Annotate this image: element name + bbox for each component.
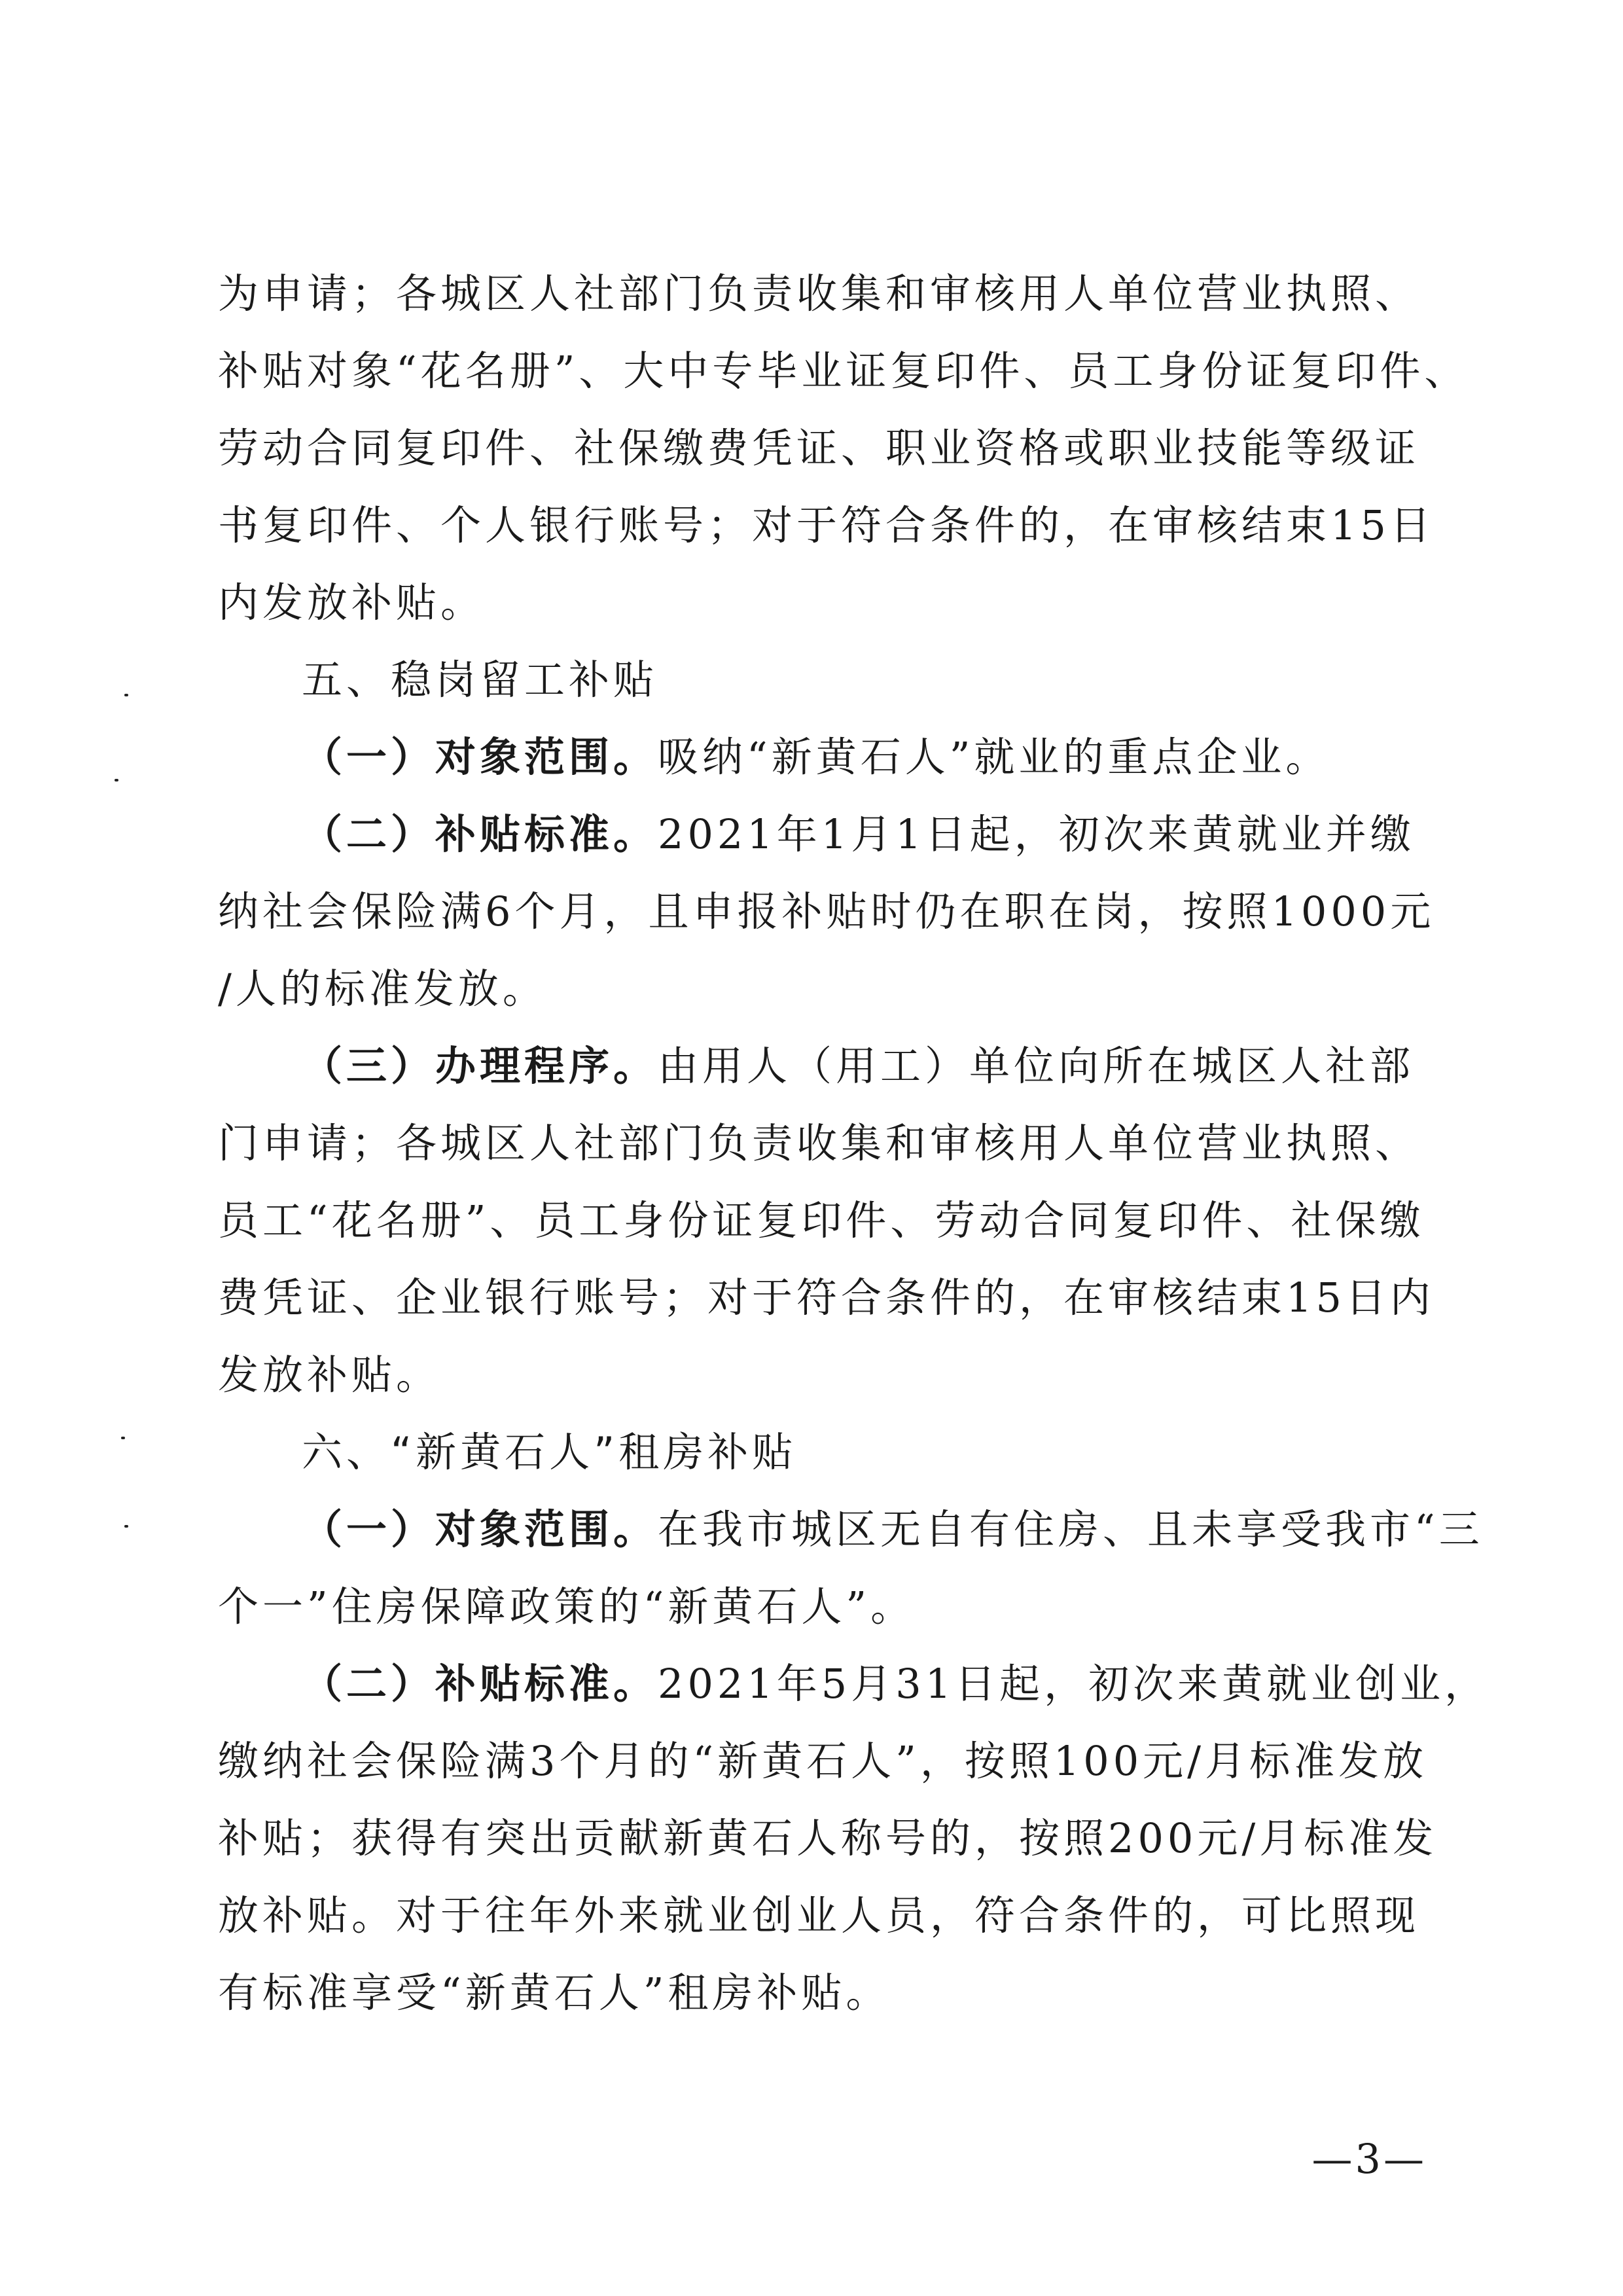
paragraph-line: 发放补贴。 <box>218 1351 441 1399</box>
section-heading-5: 五、稳岗留工补贴 <box>302 656 658 704</box>
paragraph-line: 纳社会保险满6个月，且申报补贴时仍在职在岗，按照1000元 <box>218 888 1435 935</box>
scan-mark <box>121 1437 125 1439</box>
paragraph-line: /人的标准发放。 <box>218 965 547 1013</box>
scan-mark <box>115 779 118 781</box>
scan-mark <box>124 694 128 696</box>
section5-item1 <box>218 719 1412 796</box>
scan-mark <box>124 1525 128 1528</box>
item-label: （二）补贴标准。 <box>302 810 658 858</box>
item-text: 2021年1月1日起，初次来黄就业并缴 <box>658 810 1415 858</box>
paragraph-line: 内发放补贴。 <box>218 579 486 626</box>
section5-item3 <box>218 1028 1415 1105</box>
item-text: 吸纳“新黄石人”就业的重点企业。 <box>658 733 1330 781</box>
body-text <box>218 255 1489 2032</box>
paragraph-line: 劳动合同复印件、社保缴费凭证、职业资格或职业技能等级证 <box>218 424 1420 472</box>
item-text: 由用人（用工）单位向所在城区人社部 <box>658 1042 1415 1090</box>
item-label: （一）对象范围。 <box>302 1505 658 1553</box>
item-label: （一）对象范围。 <box>302 733 658 781</box>
page-number: —3— <box>1311 2135 1427 2183</box>
item-label: （三）办理程序。 <box>302 1042 658 1090</box>
paragraph-line: 为申请；各城区人社部门负责收集和审核用人单位营业执照、 <box>218 270 1420 317</box>
paragraph-line: 员工“花名册”、员工身份证复印件、劳动合同复印件、社保缴 <box>218 1196 1425 1244</box>
paragraph-line: 门申请；各城区人社部门负责收集和审核用人单位营业执照、 <box>218 1119 1420 1167</box>
item-text: 2021年5月31日起，初次来黄就业创业， <box>658 1660 1489 1708</box>
paragraph-line: 书复印件、个人银行账号；对于符合条件的，在审核结束15日 <box>218 501 1435 549</box>
section6-item1 <box>218 1491 1484 1568</box>
section5-item2 <box>218 796 1415 873</box>
item-text: 在我市城区无自有住房、且未享受我市“三 <box>658 1505 1484 1553</box>
paragraph-line: 个一”住房保障政策的“新黄石人”。 <box>218 1583 916 1630</box>
item-label: （二）补贴标准。 <box>302 1660 658 1708</box>
paragraph-line: 缴纳社会保险满3个月的“新黄石人”，按照100元/月标准发放 <box>218 1737 1428 1785</box>
section6-item2 <box>218 1645 1489 1723</box>
paragraph-line: 补贴；获得有突出贡献新黄石人称号的，按照200元/月标准发 <box>218 1814 1438 1862</box>
section-heading-6: 六、“新黄石人”租房补贴 <box>302 1428 797 1476</box>
paragraph-line: 放补贴。对于往年外来就业创业人员，符合条件的，可比照现 <box>218 1892 1420 1939</box>
paragraph-line: 补贴对象“花名册”、大中专毕业证复印件、员工身份证复印件、 <box>218 347 1469 395</box>
paragraph-line: 有标准享受“新黄石人”租房补贴。 <box>218 1969 891 2017</box>
paragraph-line: 费凭证、企业银行账号；对于符合条件的，在审核结束15日内 <box>218 1274 1435 1321</box>
